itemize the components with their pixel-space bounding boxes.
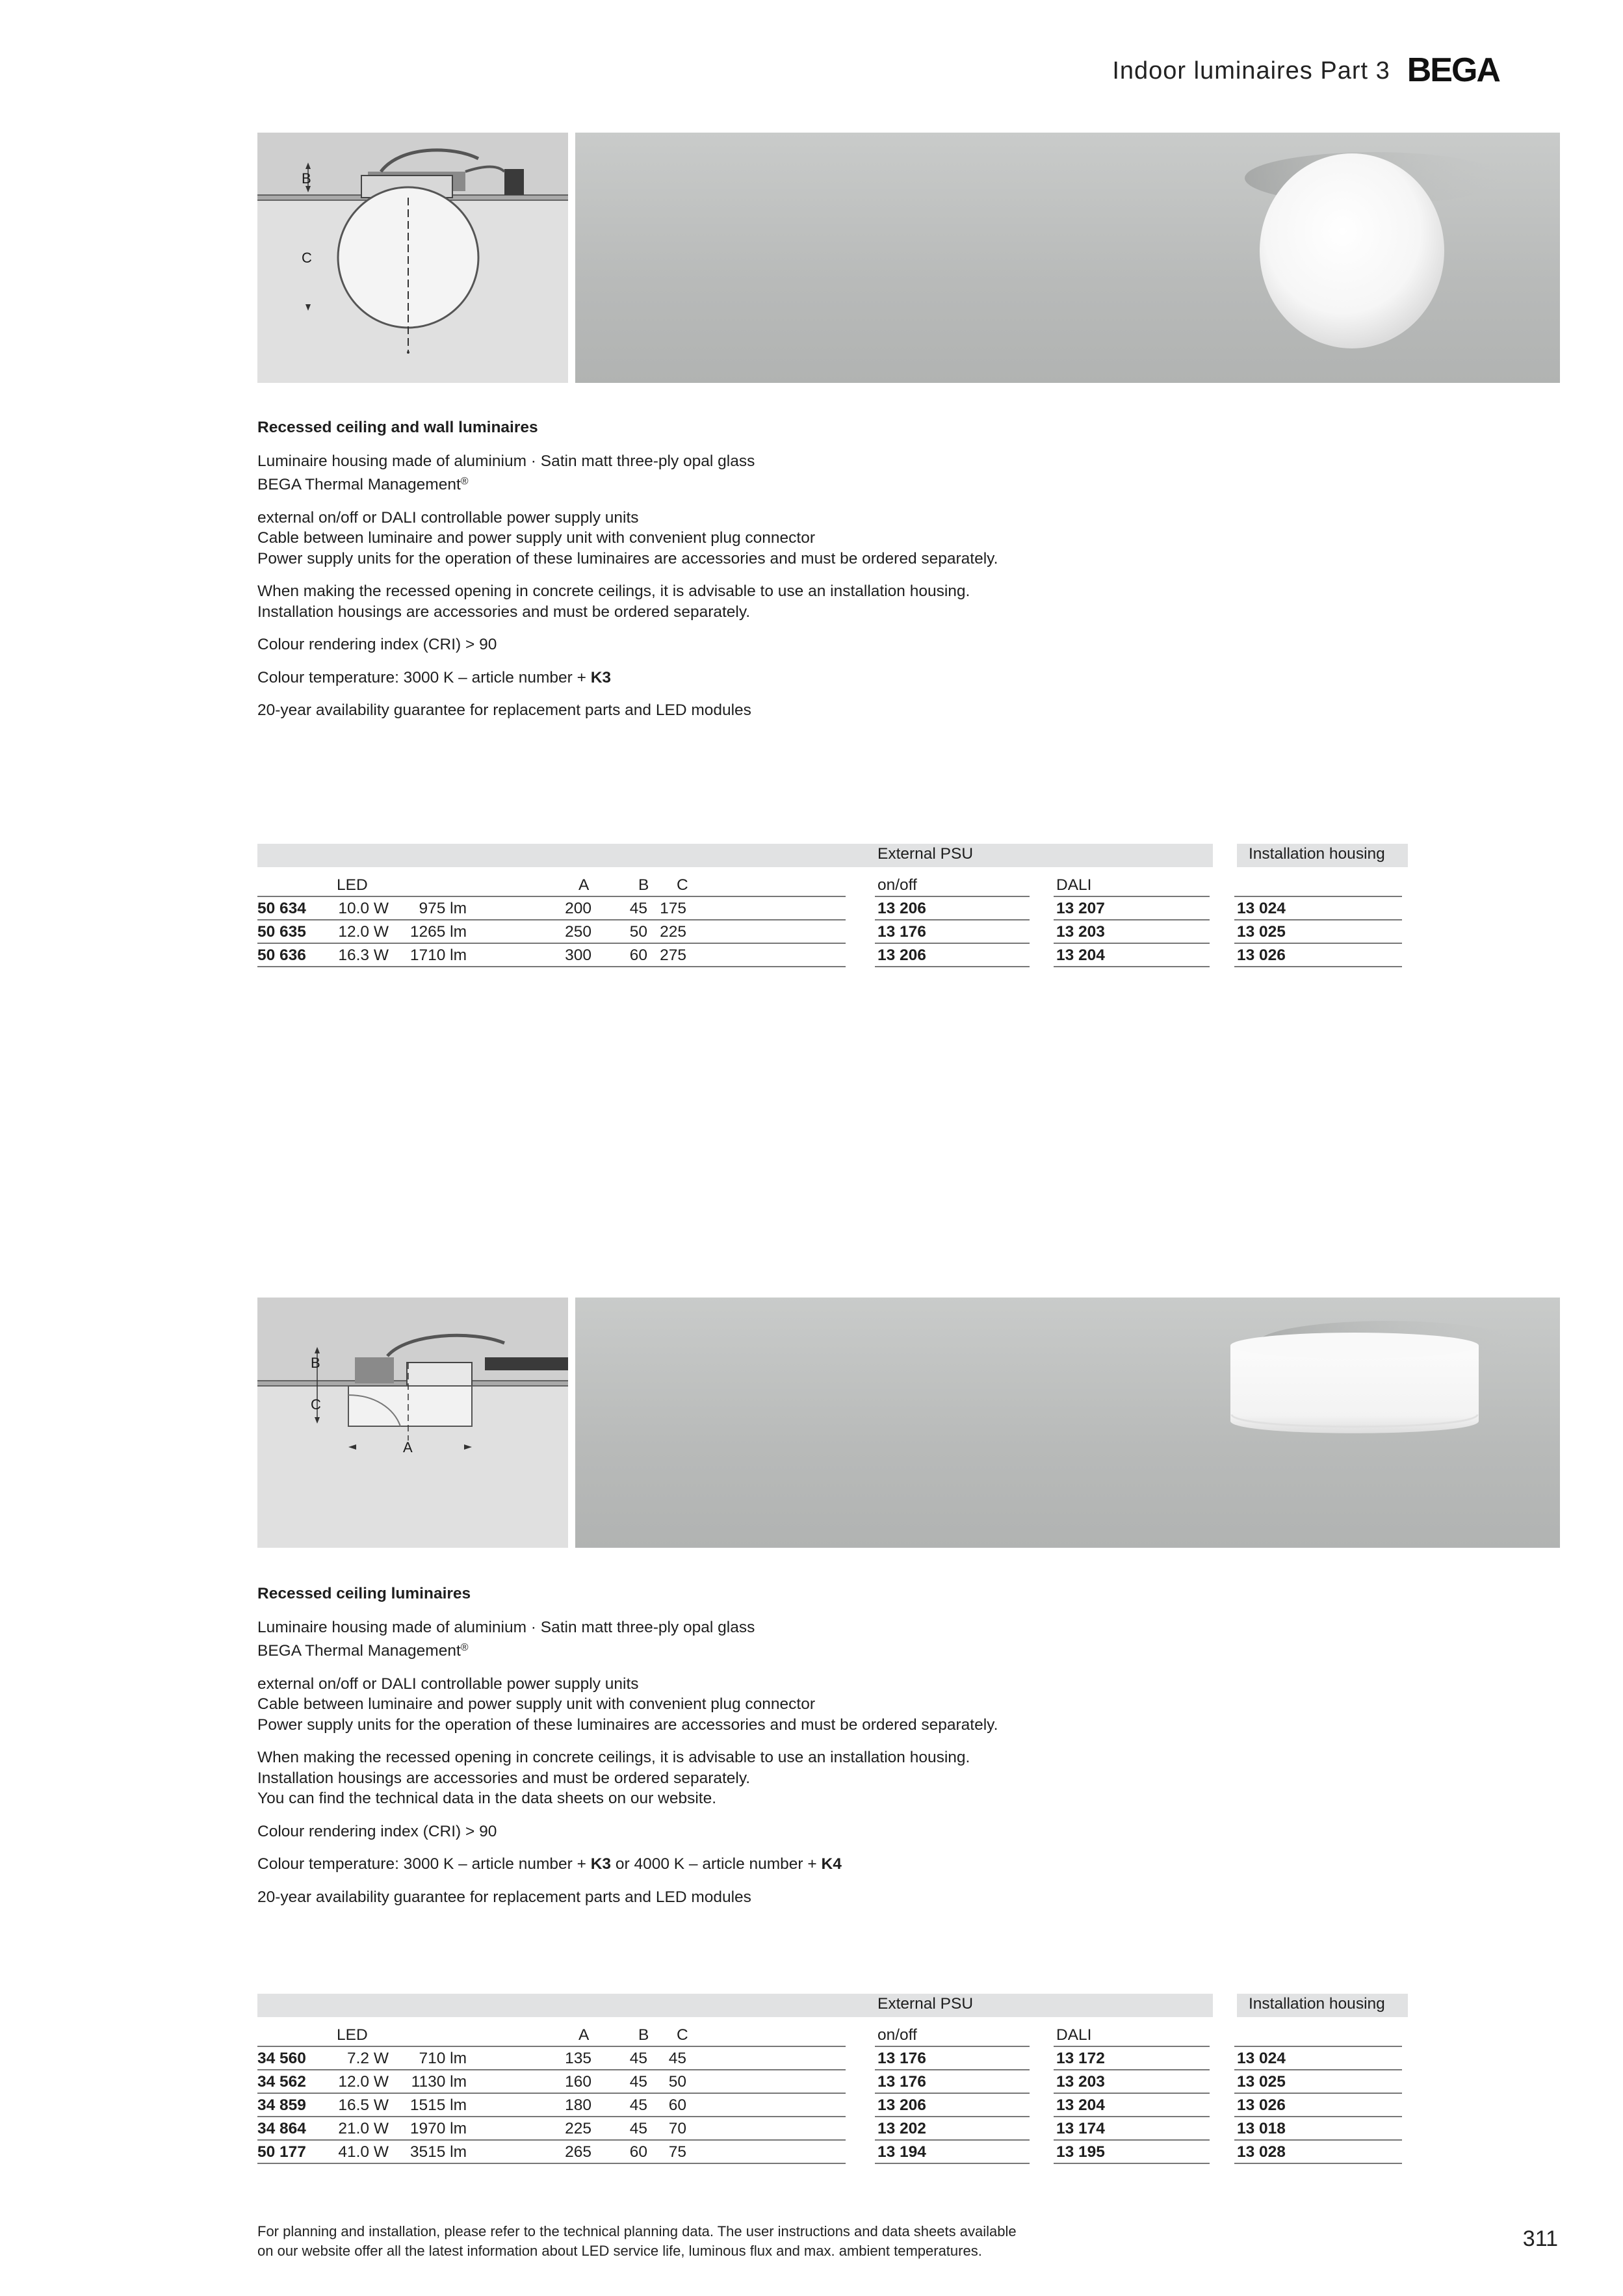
footer-note: For planning and installation, please refer to the technical planning data. The user instructions and data sheets available on our website offer all the latest information about LED service life, luminous flux and max. ambient temperatures. <box>257 2223 1017 2259</box>
col-header-dali: DALI <box>1056 876 1092 894</box>
col-header-onoff: on/off <box>877 876 917 894</box>
paragraph-cri: Colour rendering index (CRI) > 90 <box>257 636 497 653</box>
page-number: 311 <box>1522 2226 1558 2251</box>
paragraph-installation: When making the recessed opening in concrete ceilings, it is advisable to use an installation housing. Installation housings are accessories and must be ordered separately. <box>257 582 970 621</box>
paragraph-material: Luminaire housing made of aluminium · Satin matt three-ply opal glass BEGA Thermal Management® <box>257 452 755 493</box>
product-description-2 <box>257 1584 1362 1920</box>
paragraph-cri: Colour rendering index (CRI) > 90 <box>257 1822 497 1840</box>
table-row: 34 859 16.5 W 1515 lm 180 45 60 13 206 13 204 13 026 <box>257 2094 1408 2117</box>
product-description-1 <box>257 417 1362 733</box>
page-header <box>1112 51 1500 90</box>
col-header-c: C <box>677 876 688 894</box>
col-header-dali: DALI <box>1056 2026 1092 2044</box>
group-header-psu: External PSU <box>877 1995 974 2013</box>
col-header-a: A <box>578 2026 590 2044</box>
dimension-label-b: B <box>311 1355 320 1371</box>
table-header-row <box>257 2024 1408 2047</box>
product-photo-disc <box>575 1298 1560 1548</box>
table-header-row <box>257 874 1408 897</box>
paragraph-psu: external on/off or DALI controllable power supply units Cable between luminaire and power supply unit with convenient plug connector Power supply units for the operation of these luminaires are accessories and must be ordered separately. <box>257 508 998 567</box>
dimension-label-c: C <box>302 250 312 266</box>
brand-logo: BEGA <box>1407 51 1500 89</box>
col-header-led: LED <box>337 876 368 894</box>
table-row: 50 634 10.0 W 975 lm 200 45 175 13 206 13 207 13 024 <box>257 897 1408 920</box>
table-group-band <box>257 1994 1213 2017</box>
table-group-band <box>257 844 1213 867</box>
paragraph-psu: external on/off or DALI controllable power supply units Cable between luminaire and power supply unit with convenient plug connector Power supply units for the operation of these luminaires are accessories and must be ordered separately. <box>257 1675 998 1734</box>
group-header-housing: Installation housing <box>1249 1995 1385 2013</box>
section-heading: Recessed ceiling and wall luminaires <box>257 419 538 436</box>
table-row: 34 560 7.2 W 710 lm 135 45 45 13 176 13 172 13 024 <box>257 2047 1408 2070</box>
table-row: 50 636 16.3 W 1710 lm 300 60 275 13 206 13 204 13 026 <box>257 944 1408 967</box>
paragraph-guarantee: 20-year availability guarantee for replacement parts and LED modules <box>257 701 751 719</box>
col-header-b: B <box>638 2026 649 2044</box>
table-row: 50 635 12.0 W 1265 lm 250 50 225 13 176 13 203 13 025 <box>257 920 1408 944</box>
table-row: 34 864 21.0 W 1970 lm 225 45 70 13 202 13 174 13 018 <box>257 2117 1408 2141</box>
group-header-psu: External PSU <box>877 845 974 863</box>
table-row: 34 562 12.0 W 1130 lm 160 45 50 13 176 13 203 13 025 <box>257 2070 1408 2094</box>
col-header-c: C <box>677 2026 688 2044</box>
dimension-label-c: C <box>311 1396 321 1413</box>
paragraph-guarantee: 20-year availability guarantee for replacement parts and LED modules <box>257 1888 751 1906</box>
dimension-drawing-sphere <box>257 133 568 383</box>
col-header-b: B <box>638 876 649 894</box>
product-photo-sphere <box>575 133 1560 383</box>
paragraph-installation: When making the recessed opening in concrete ceilings, it is advisable to use an installation housing. Installation housings are accessories and must be ordered separately. You can find the technical data in the data sheets on our website. <box>257 1749 970 1807</box>
paragraph-material: Luminaire housing made of aluminium · Satin matt three-ply opal glass BEGA Thermal Management® <box>257 1618 755 1660</box>
dimension-label-a: A <box>403 1439 413 1455</box>
paragraph-colour-temp: Colour temperature: 3000 K – article number + K3 or 4000 K – article number + K4 <box>257 1855 842 1873</box>
col-header-onoff: on/off <box>877 2026 917 2044</box>
dimension-label-b: B <box>302 170 311 187</box>
dimension-drawing-disc <box>257 1298 568 1548</box>
section-heading: Recessed ceiling luminaires <box>257 1585 471 1602</box>
col-header-led: LED <box>337 2026 368 2044</box>
catalog-title: Indoor luminaires Part 3 <box>1112 57 1390 85</box>
col-header-a: A <box>578 876 590 894</box>
table-row: 50 177 41.0 W 3515 lm 265 60 75 13 194 13 195 13 028 <box>257 2141 1408 2164</box>
group-header-housing: Installation housing <box>1249 845 1385 863</box>
paragraph-colour-temp: Colour temperature: 3000 K – article number + K3 <box>257 668 612 686</box>
